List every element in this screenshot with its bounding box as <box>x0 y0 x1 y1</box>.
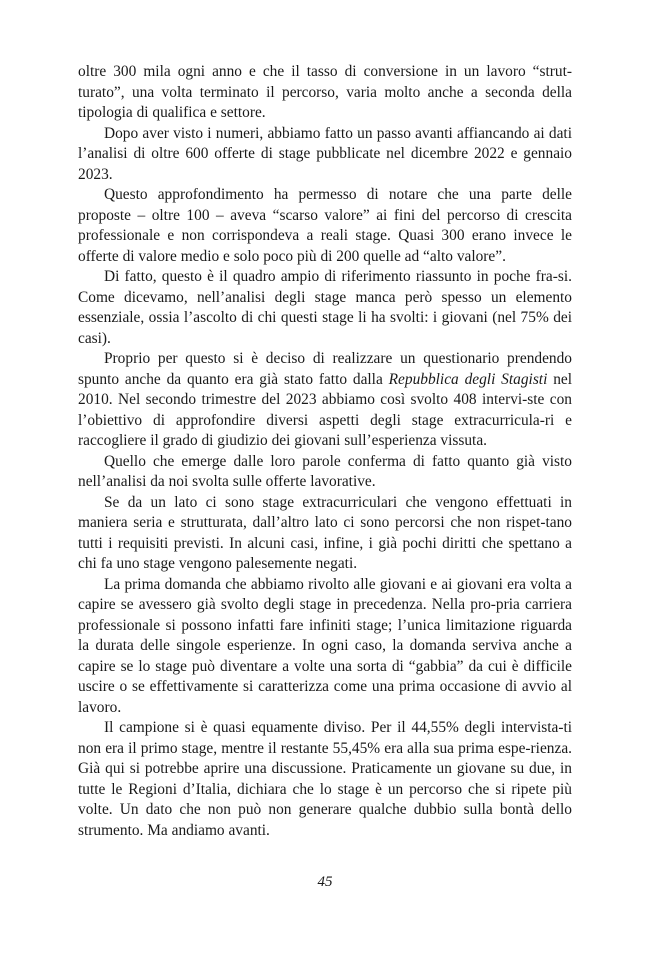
paragraph-6: Quello che emerge dalle loro parole conferma di fatto quanto già visto nell’analisi da noi svolta sulle offerte lavorative. <box>78 452 572 490</box>
paragraph-5 <box>78 349 572 452</box>
paragraph-2: Dopo aver visto i numeri, abbiamo fatto un passo avanti affiancando ai dati l’analisi di oltre 600 offerte di stage pubblicate nel dicembre 2022 e gennaio 2023. <box>78 124 572 183</box>
paragraph-5-title: Repubblica degli Stagisti <box>388 370 548 388</box>
paragraph-5-text-after: nel 2010. Nel secondo trimestre del 2023 abbiamo così svolto 408 intervi-ste con l’obiettivo di approfondire diversi aspetti degli stage extracurricula-ri e raccogliere il grado di giudizio dei giovani sull’esperienza vissuta. <box>78 370 572 449</box>
page-number: 45 <box>317 874 333 890</box>
paragraph-7: Se da un lato ci sono stage extracurriculari che vengono effettuati in maniera seria e strutturata, dall’altro lato ci sono percorsi che non rispet-tano tutti i requisiti previsti. In alcuni casi, infine, i già pochi diritti che spettano a chi fa uno stage vengono palesemente negati. <box>78 493 572 572</box>
paragraph-3: Questo approfondimento ha permesso di notare che una parte delle proposte – oltre 100 – aveva “scarso valore” ai fini del percorso di crescita professionale e non corrispondeva a reali stage. Quasi 300 erano invece le offerte di valore medio e solo poco più di 200 quelle ad “alto valore”. <box>78 186 572 265</box>
paragraph-1: oltre 300 mila ogni anno e che il tasso di conversione in un lavoro “strut-turato”, una volta terminato il percorso, varia molto anche a seconda della tipologia di qualifica e settore. <box>78 63 572 121</box>
paragraph-4: Di fatto, questo è il quadro ampio di riferimento riassunto in poche fra-si. Come dicevamo, nell’analisi degli stage manca però spesso un elemento essenziale, ossia l’ascolto di chi questi stage li ha svolti: i giovani (nel 75% dei casi). <box>78 268 572 347</box>
paragraph-9: Il campione si è quasi equamente diviso. Per il 44,55% degli intervista-ti non era il primo stage, mentre il restante 55,45% era alla sua prima espe-rienza. Già qui si potrebbe aprire una discussione. Praticamente un giovane su due, in tutte le Regioni d’Italia, dichiara che lo stage è un percorso che si ripete più volte. Un dato che non può non generare qualche dubbio sulla bontà dello strumento. Ma andiamo avanti. <box>78 719 572 839</box>
paragraph-5-text-before: Proprio per questo si è deciso di realizzare un questionario prendendo spunto anche da quanto era già stato fatto dalla <box>78 350 572 388</box>
paragraph-8: La prima domanda che abbiamo rivolto alle giovani e ai giovani era volta a capire se avessero già svolto degli stage in precedenza. Nella pro-pria carriera professionale si possono infatti fare infiniti stage; l’unica limitazione riguarda la durata delle singole esperienze. In ogni caso, la domanda serviva anche a capire se lo stage può diventare a volte una sorta di “gabbia” da cui è difficile uscire o se effettivamente si caratterizza come una prima occasione di avvio al lavoro. <box>78 575 572 716</box>
page-body <box>78 62 572 841</box>
